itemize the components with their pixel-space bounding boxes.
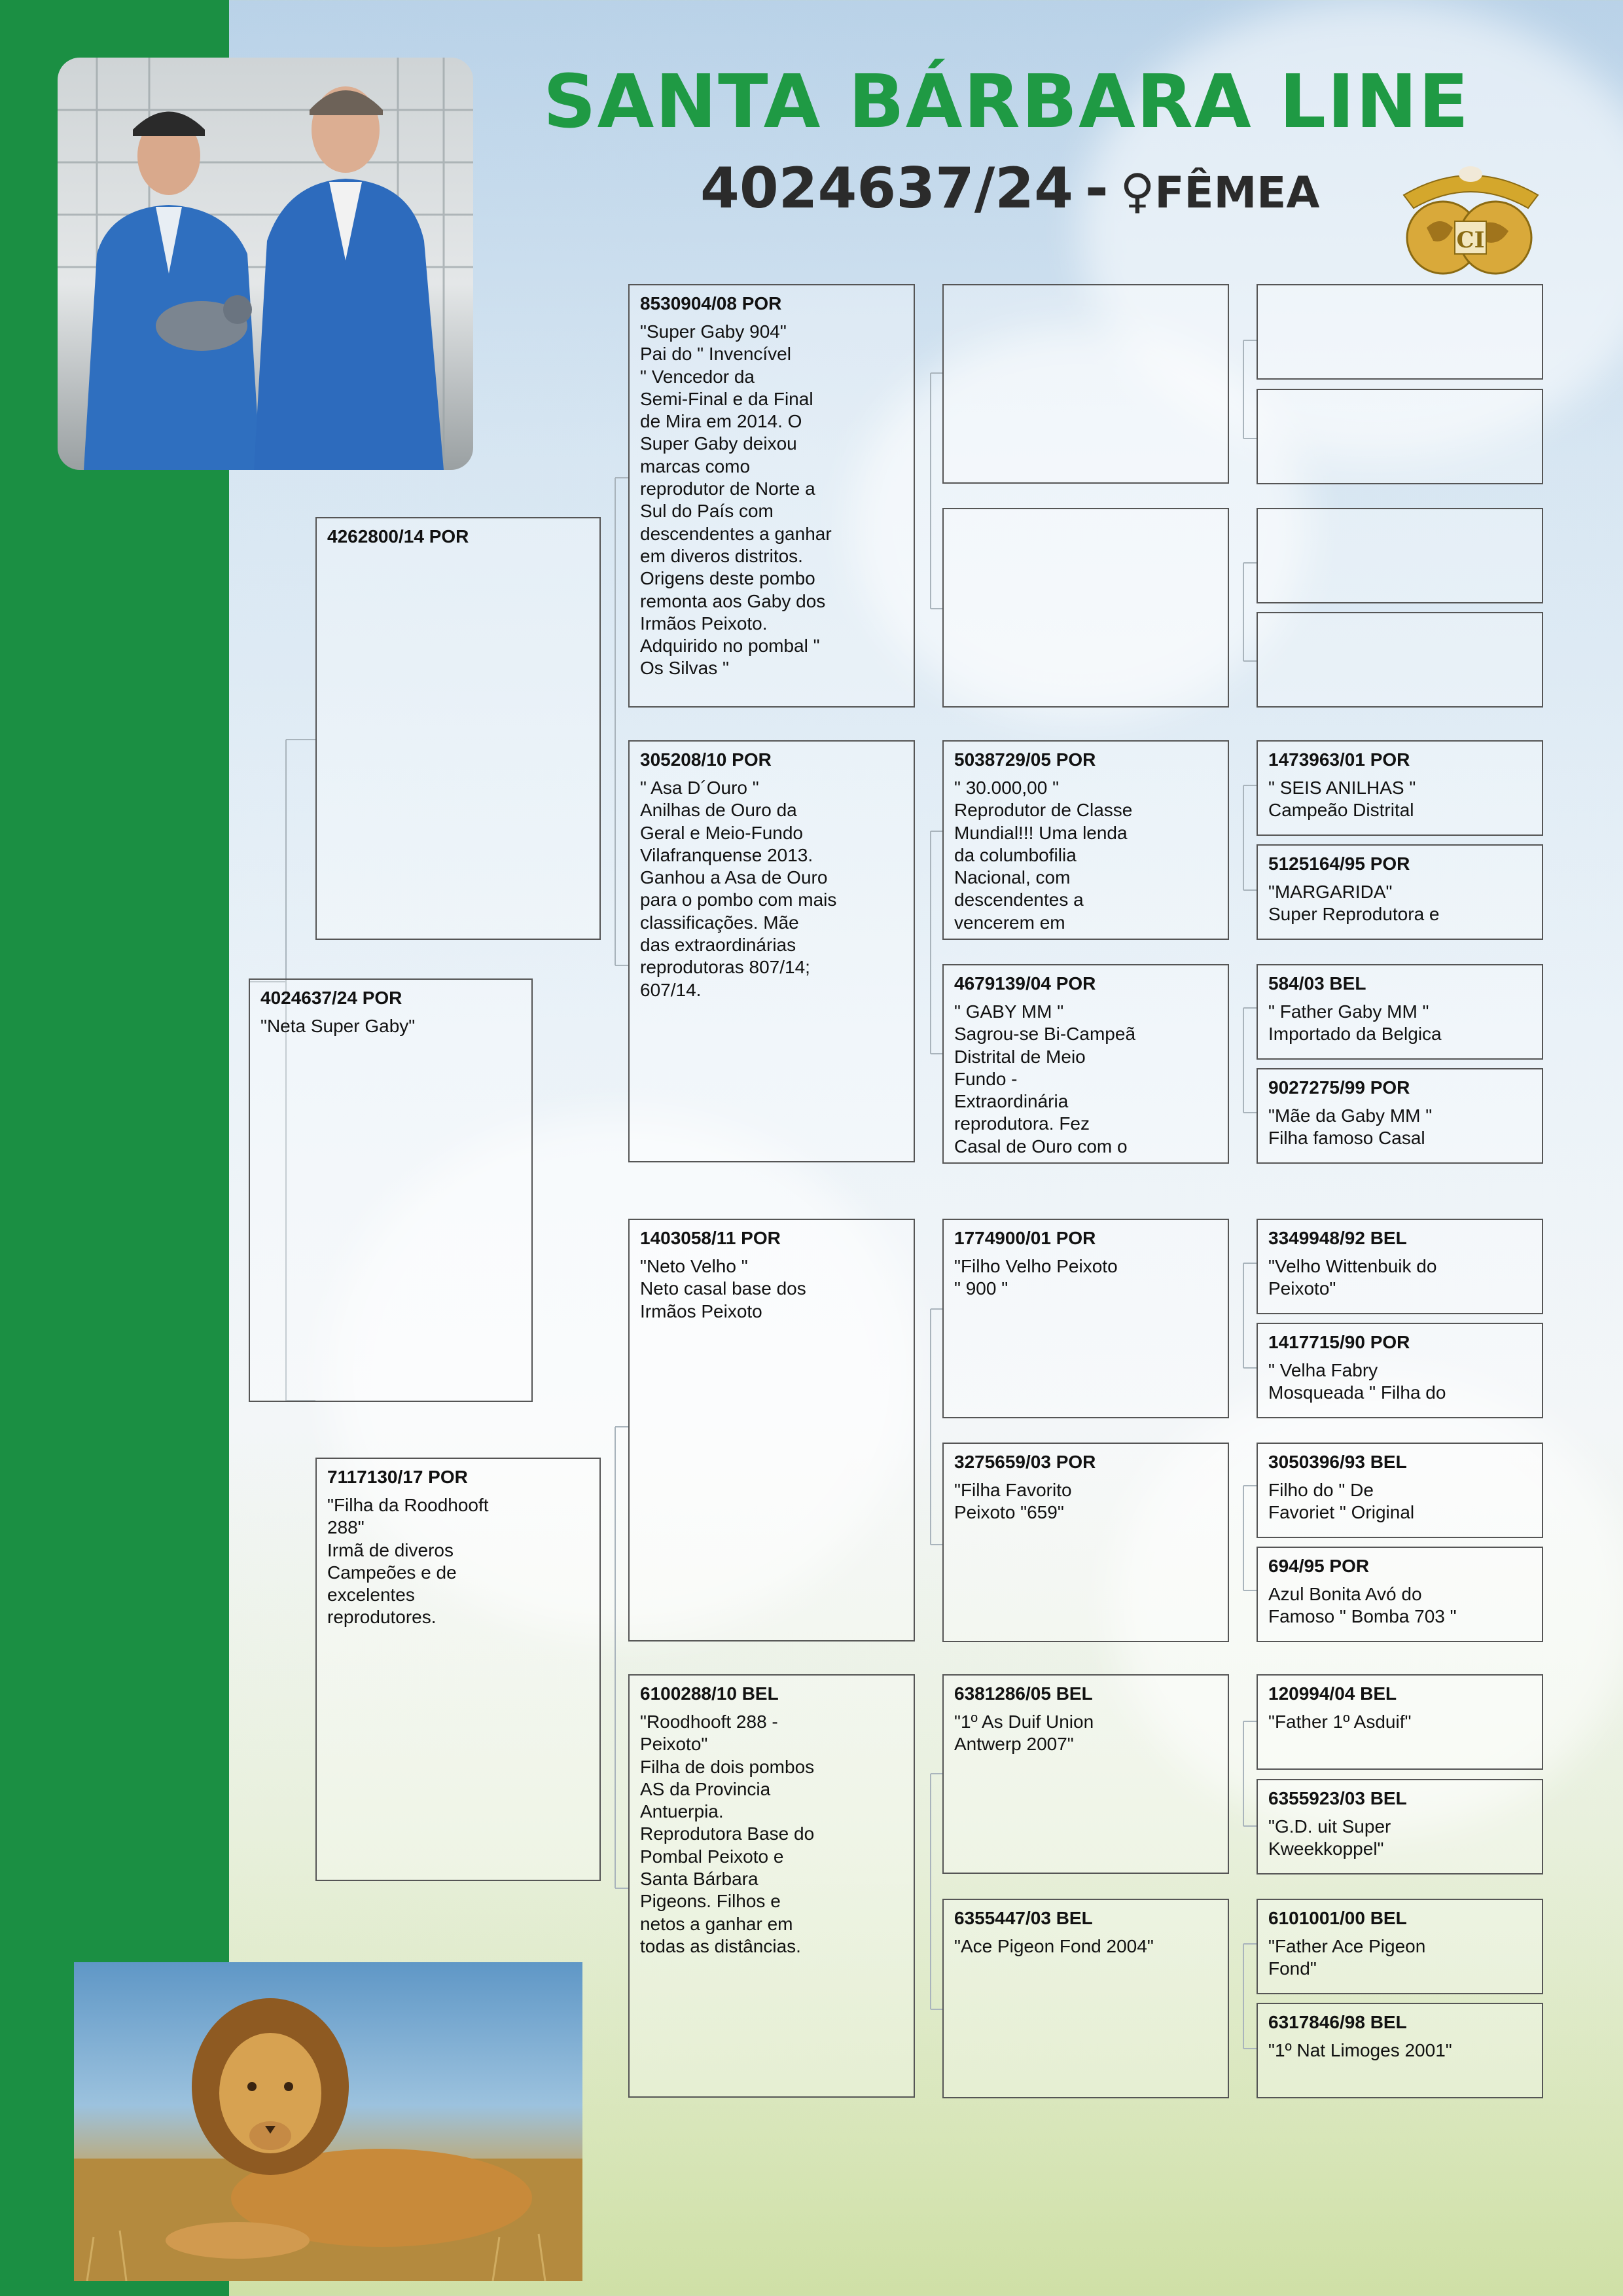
svg-text:CI: CI [1456, 227, 1485, 253]
pedigree-gen3-box [628, 284, 915, 708]
pedigree-sire-box [315, 517, 601, 940]
pigeon-description: "Mãe da Gaby MM " Filha famoso Casal [1268, 1105, 1433, 1149]
ring-number: 305208/10 POR [640, 749, 772, 770]
pedigree-gen4-box [942, 1674, 1229, 1874]
pedigree-gen5-box [1257, 740, 1543, 836]
pigeon-description: "Super Gaby 904" Pai do " Invencível " Vencedor da Semi-Final e da Final de Mira em 2014. O Super Gaby deixou marcas como reprodutor de Norte a Sul do País com descendentes a ganhar em diveros distritos. Origens deste pombo remonta aos Gaby dos Irmãos Peixoto. Adquirido no pombal " Os Silvas " [640, 321, 832, 679]
pigeon-description: "Neto Velho " Neto casal base dos Irmãos Peixoto [640, 1256, 806, 1321]
ring-number: 4679139/04 POR [954, 973, 1096, 994]
pigeon-description: "G.D. uit Super Kweekkoppel" [1268, 1816, 1391, 1859]
ring-number: 120994/04 BEL [1268, 1683, 1397, 1704]
pedigree-gen5-box [1257, 1068, 1543, 1164]
ring-number: 4024637/24 POR [260, 988, 402, 1008]
pedigree-gen5-box [1257, 1899, 1543, 1994]
ring-number: 1473963/01 POR [1268, 749, 1410, 770]
pigeon-description: " GABY MM " Sagrou-se Bi-Campeã Distrital de Meio Fundo - Extraordinária reprodutora. Fez Casal de Ouro com o [954, 1001, 1136, 1157]
ring-number: 694/95 POR [1268, 1556, 1370, 1576]
pigeon-description: "Ace Pigeon Fond 2004" [954, 1936, 1154, 1956]
pedigree-gen5-box [1257, 612, 1543, 708]
pedigree-gen5-box [1257, 1323, 1543, 1418]
pedigree-gen4-box [942, 740, 1229, 940]
pigeon-description: " Velha Fabry Mosqueada " Filha do [1268, 1360, 1446, 1403]
pigeon-description: "1º Nat Limoges 2001" [1268, 2040, 1452, 2060]
pigeon-description: Azul Bonita Avó do Famoso " Bomba 703 " [1268, 1584, 1457, 1627]
ring-number: 5125164/95 POR [1268, 853, 1410, 874]
pedigree-subject-box [249, 978, 533, 1402]
ring-number: 8530904/08 POR [640, 293, 782, 314]
pedigree-gen5-box [1257, 1779, 1543, 1874]
pigeon-description: "Filha da Roodhooft 288" Irmã de diveros Campeões e de excelentes reprodutores. [327, 1495, 489, 1628]
pedigree-gen4-box [942, 1899, 1229, 2098]
pigeon-description: "Filho Velho Peixoto " 900 " [954, 1256, 1118, 1299]
pigeon-description: "Neta Super Gaby" [260, 1016, 416, 1036]
ring-number: 1774900/01 POR [954, 1228, 1096, 1248]
pigeon-description: "Father 1º Asduif" [1268, 1712, 1412, 1732]
pedigree-gen5-box [1257, 389, 1543, 484]
heading-dash: - [1084, 156, 1109, 221]
pigeon-description: " 30.000,00 " Reprodutor de Classe Mundial!!! Uma lenda da columbofilia Nacional, com descendentes a vencerem em [954, 778, 1133, 933]
pigeon-description: "1º As Duif Union Antwerp 2007" [954, 1712, 1094, 1755]
pigeon-description: "MARGARIDA" Super Reprodutora e [1268, 882, 1440, 925]
pedigree-dam-box [315, 1458, 601, 1881]
pedigree-gen4-box [942, 1443, 1229, 1642]
pedigree-gen3-box [628, 1674, 915, 2098]
ring-number: 6317846/98 BEL [1268, 2012, 1407, 2032]
pigeon-description: "Father Ace Pigeon Fond" [1268, 1936, 1426, 1979]
ring-number: 584/03 BEL [1268, 973, 1366, 994]
pedigree-gen5-box [1257, 1547, 1543, 1642]
ring-number: 4262800/14 POR [327, 526, 469, 547]
page-title: SANTA BÁRBARA LINE [543, 60, 1470, 145]
ring-number: 6381286/05 BEL [954, 1683, 1093, 1704]
pedigree-gen4-box [942, 284, 1229, 484]
pedigree-gen4-box [942, 1219, 1229, 1418]
pedigree-gen5-box [1257, 1443, 1543, 1538]
ring-number: 1417715/90 POR [1268, 1332, 1410, 1352]
lion-photo [74, 1962, 582, 2281]
pedigree-gen5-box [1257, 844, 1543, 940]
ring-number: 9027275/99 POR [1268, 1077, 1410, 1098]
ring-number: 3349948/92 BEL [1268, 1228, 1407, 1248]
pedigree-gen5-box [1257, 284, 1543, 380]
pigeon-description: "Filha Favorito Peixoto "659" [954, 1480, 1072, 1523]
pedigree-gen4-box [942, 964, 1229, 1164]
pigeon-description: Filho do " De Favoriet " Original [1268, 1480, 1415, 1523]
pedigree-gen4-box [942, 508, 1229, 708]
pedigree-gen3-box [628, 740, 915, 1162]
ring-number: 5038729/05 POR [954, 749, 1096, 770]
pigeon-description: " Asa D´Ouro " Anilhas de Ouro da Geral e Meio-Fundo Vilafranquense 2013. Ganhou a Asa de Ouro para o pombo com mais classificações. Mãe das extraordinárias reprodutoras 807/14; 607/14. [640, 778, 837, 1000]
pigeon-description: " Father Gaby MM " Importado da Belgica [1268, 1001, 1442, 1045]
ring-number: 7117130/17 POR [327, 1467, 468, 1487]
pedigree-gen5-box [1257, 508, 1543, 603]
ring-number: 6101001/00 BEL [1268, 1908, 1407, 1928]
subject-ring: 4024637/24 [700, 156, 1073, 221]
ring-number: 6355923/03 BEL [1268, 1788, 1407, 1808]
pedigree-gen3-box [628, 1219, 915, 1641]
pedigree-gen5-box [1257, 964, 1543, 1060]
female-symbol-icon: ♀ [1120, 164, 1155, 219]
pedigree-gen5-box [1257, 2003, 1543, 2098]
pigeon-description: "Velho Wittenbuik do Peixoto" [1268, 1256, 1437, 1299]
ring-number: 1403058/11 POR [640, 1228, 781, 1248]
ring-number: 6100288/10 BEL [640, 1683, 779, 1704]
ring-number: 3050396/93 BEL [1268, 1452, 1407, 1472]
pedigree-gen5-box [1257, 1219, 1543, 1314]
ring-number: 3275659/03 POR [954, 1452, 1096, 1472]
pigeon-description: "Roodhooft 288 - Peixoto" Filha de dois pombos AS da Provincia Antuerpia. Reprodutora Base do Pombal Peixoto e Santa Bárbara Pigeons. Filhos e netos a ganhar em todas as distâncias. [640, 1712, 815, 1956]
sex-label: FÊMEA [1154, 168, 1320, 218]
ring-number: 6355447/03 BEL [954, 1908, 1093, 1928]
pigeon-description: " SEIS ANILHAS " Campeão Distrital [1268, 778, 1416, 821]
pedigree-gen5-box [1257, 1674, 1543, 1770]
